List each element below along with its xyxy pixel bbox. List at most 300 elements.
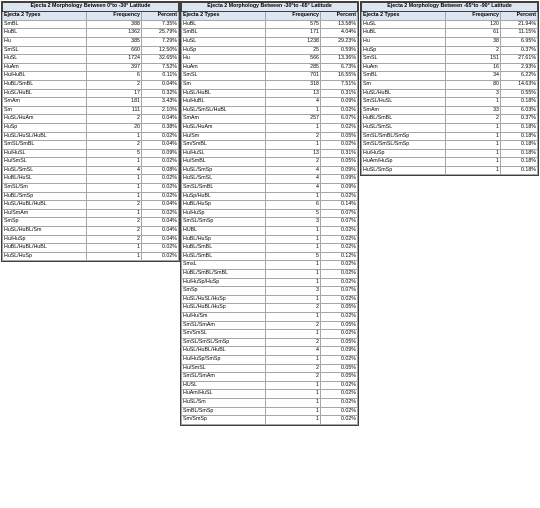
type-cell: SmSL/SmAm (182, 373, 266, 382)
type-cell: HuAm (3, 63, 87, 72)
percent-cell: 0.04% (142, 141, 179, 150)
table-row (3, 115, 179, 124)
table-row (362, 37, 538, 46)
type-cell: HuSL (362, 20, 446, 29)
table-row (182, 270, 358, 279)
table-row (3, 201, 179, 210)
percent-cell: 0.55% (501, 89, 538, 98)
frequency-cell: 3 (446, 89, 501, 98)
type-cell: Hu/Sm (182, 132, 266, 141)
frequency-cell: 1724 (87, 55, 142, 64)
type-cell: HuAm (362, 63, 446, 72)
table-row (3, 89, 179, 98)
percent-cell: 0.04% (142, 80, 179, 89)
percent-cell: 0.02% (321, 123, 358, 132)
type-cell: HuAm/HuSL (182, 390, 266, 399)
type-cell: HuSL/SmSL (3, 166, 87, 175)
table-row (182, 390, 358, 399)
frequency-cell: 13 (266, 89, 321, 98)
percent-cell: 6.07% (321, 115, 358, 124)
table-row (362, 123, 538, 132)
frequency-cell: 20 (87, 123, 142, 132)
table-row (182, 364, 358, 373)
frequency-cell: 1 (266, 381, 321, 390)
type-cell: Hu/HuSp/SmSp (182, 355, 266, 364)
percent-cell: 0.04% (142, 201, 179, 210)
table-row (182, 312, 358, 321)
frequency-cell: 2 (446, 115, 501, 124)
frequency-cell: 2 (87, 80, 142, 89)
percent-cell: 0.05% (321, 364, 358, 373)
table-row (182, 235, 358, 244)
frequency-cell: 1 (266, 192, 321, 201)
column-header: Ejecta 2 Types (182, 12, 266, 21)
table-row (3, 46, 179, 55)
frequency-cell: 61 (446, 29, 501, 38)
table-row (362, 132, 538, 141)
table-row (182, 123, 358, 132)
type-cell: SmSL (362, 55, 446, 64)
type-cell: Hu/HuSL (182, 149, 266, 158)
table-row (3, 209, 179, 218)
column-header: Percent (501, 12, 538, 21)
column-header: Frequency (266, 12, 321, 21)
table-0-30 (2, 2, 179, 261)
percent-cell: 0.02% (321, 261, 358, 270)
frequency-cell: 1 (446, 141, 501, 150)
percent-cell: 0.02% (321, 330, 358, 339)
frequency-cell: 1 (266, 312, 321, 321)
frequency-cell: 1 (266, 390, 321, 399)
type-cell: HuBL/SmBL/SmBL (182, 270, 266, 279)
percent-cell: 0.09% (321, 347, 358, 356)
table-row (182, 141, 358, 150)
percent-cell: 0.08% (142, 166, 179, 175)
frequency-cell: 1 (266, 270, 321, 279)
type-cell: HUBL (182, 227, 266, 236)
type-cell: SmSL/SmBL/SmSp (362, 132, 446, 141)
frequency-cell: 1 (266, 407, 321, 416)
type-cell: HuBL/SmSp (3, 192, 87, 201)
percent-cell: 0.11% (142, 72, 179, 81)
percent-cell: 7.51% (321, 80, 358, 89)
type-cell: SmSp (182, 287, 266, 296)
percent-cell: 0.02% (321, 278, 358, 287)
percent-cell: 0.02% (321, 227, 358, 236)
type-cell: Hu/HuSp (3, 235, 87, 244)
percent-cell: 0.31% (321, 149, 358, 158)
frequency-cell: 1 (87, 244, 142, 253)
type-cell: HuSL/HuSL/HuSp (182, 295, 266, 304)
percent-cell: 0.02% (142, 158, 179, 167)
percent-cell: 0.02% (142, 132, 179, 141)
table-row (182, 20, 358, 29)
percent-cell: 0.14% (321, 201, 358, 210)
frequency-cell: 2 (87, 201, 142, 210)
type-cell: Hu/SmAm (3, 209, 87, 218)
type-cell: HuAm/HuSp (362, 158, 446, 167)
frequency-cell: 2 (87, 235, 142, 244)
percent-cell: 0.09% (321, 98, 358, 107)
table-row (3, 158, 179, 167)
percent-cell: 2.10% (142, 106, 179, 115)
percent-cell: 0.04% (142, 227, 179, 236)
frequency-cell: 1 (446, 132, 501, 141)
frequency-cell: 13 (266, 149, 321, 158)
percent-cell: 0.02% (321, 235, 358, 244)
table-row (3, 98, 179, 107)
table-header-row (362, 12, 538, 21)
type-cell: HuBL/HuSp (182, 201, 266, 210)
table-row (3, 20, 179, 29)
type-cell: HuSL/HuBL/HuSp (182, 304, 266, 313)
percent-cell: 14.63% (501, 80, 538, 89)
frequency-cell: 4 (266, 166, 321, 175)
percent-cell: 13.36% (321, 55, 358, 64)
percent-cell: 4.04% (321, 29, 358, 38)
table-row (182, 252, 358, 261)
type-cell: HuBL/SmBL (3, 80, 87, 89)
frequency-cell: 38 (446, 37, 501, 46)
percent-cell: 0.05% (321, 132, 358, 141)
table-row (182, 80, 358, 89)
frequency-cell: 2 (87, 218, 142, 227)
percent-cell: 7.52% (142, 63, 179, 72)
percent-cell: 0.04% (142, 235, 179, 244)
type-cell: HuSp (3, 123, 87, 132)
table-row (3, 72, 179, 81)
percent-cell: 27.61% (501, 55, 538, 64)
table-row (182, 132, 358, 141)
type-cell: SmBL/SmSp (182, 407, 266, 416)
percent-cell: 0.02% (321, 270, 358, 279)
percent-cell: 0.18% (501, 158, 538, 167)
frequency-cell: 4 (87, 166, 142, 175)
table-row (362, 115, 538, 124)
percent-cell: 0.02% (321, 312, 358, 321)
type-cell: HUSL (182, 381, 266, 390)
frequency-cell: 1 (446, 158, 501, 167)
frequency-cell: 1 (87, 209, 142, 218)
type-cell: SmSL (3, 46, 87, 55)
frequency-cell: 1 (266, 261, 321, 270)
table-row (362, 89, 538, 98)
percent-cell: 16.55% (321, 72, 358, 81)
percent-cell: 0.02% (321, 192, 358, 201)
type-cell: Hu/HuSp (182, 209, 266, 218)
frequency-cell: 1 (266, 295, 321, 304)
type-cell: Hu/HuSp/HuSp (182, 278, 266, 287)
type-cell: Hu (3, 37, 87, 46)
percent-cell: 0.05% (321, 321, 358, 330)
table-row (3, 132, 179, 141)
type-cell: SmSL/HuSL (362, 98, 446, 107)
percent-cell: 3.43% (142, 98, 179, 107)
table-row (362, 166, 538, 175)
frequency-cell: 6 (266, 201, 321, 210)
frequency-cell: 1 (87, 158, 142, 167)
table-row (3, 252, 179, 261)
frequency-cell: 4 (266, 347, 321, 356)
frequency-cell: 2 (266, 321, 321, 330)
percent-cell: 6.03% (501, 106, 538, 115)
frequency-cell: 1 (446, 123, 501, 132)
frequency-cell: 2 (266, 132, 321, 141)
frequency-cell: 385 (87, 37, 142, 46)
percent-cell: 7.35% (142, 20, 179, 29)
percent-cell: 0.02% (142, 192, 179, 201)
frequency-cell: 2 (87, 115, 142, 124)
frequency-cell: 1 (87, 192, 142, 201)
table-row (182, 373, 358, 382)
percent-cell: 32.65% (142, 55, 179, 64)
type-cell: SmSp (3, 218, 87, 227)
percent-cell: 0.02% (321, 381, 358, 390)
type-cell: Sm (362, 80, 446, 89)
column-header: Frequency (446, 12, 501, 21)
type-cell: HuSL/SmSL/HuBL (182, 106, 266, 115)
type-cell: HuBL/SmBL (362, 115, 446, 124)
frequency-cell: 1 (266, 244, 321, 253)
percent-cell: 0.02% (142, 209, 179, 218)
frequency-cell: 388 (87, 20, 142, 29)
table-row (182, 201, 358, 210)
table-30-65 (181, 2, 358, 425)
table-row (362, 158, 538, 167)
frequency-cell: 17 (87, 89, 142, 98)
frequency-cell: 3 (266, 218, 321, 227)
table-row (182, 321, 358, 330)
table-row (3, 166, 179, 175)
percent-cell: 0.18% (501, 98, 538, 107)
table-row (362, 46, 538, 55)
table-row (3, 55, 179, 64)
frequency-cell: 2 (446, 46, 501, 55)
percent-cell: 0.02% (142, 252, 179, 261)
frequency-cell: 2 (266, 373, 321, 382)
percent-cell: 0.02% (321, 407, 358, 416)
percent-cell: 0.02% (142, 184, 179, 193)
percent-cell: 0.02% (321, 106, 358, 115)
percent-cell: 0.09% (321, 166, 358, 175)
frequency-cell: 1 (266, 278, 321, 287)
percent-cell: 0.09% (142, 149, 179, 158)
table-row (182, 184, 358, 193)
table-row (182, 338, 358, 347)
table-row (182, 37, 358, 46)
table-row (362, 106, 538, 115)
frequency-cell: 1 (446, 149, 501, 158)
frequency-cell: 4 (266, 98, 321, 107)
table-row (182, 304, 358, 313)
table-row (3, 141, 179, 150)
type-cell: Sm (182, 80, 266, 89)
frequency-cell: 2 (266, 304, 321, 313)
type-cell: Hu (362, 37, 446, 46)
type-cell: SmSL/SmAm (182, 321, 266, 330)
type-cell: SmBL (3, 20, 87, 29)
table-row (3, 29, 179, 38)
table-row (3, 63, 179, 72)
frequency-cell: 318 (266, 80, 321, 89)
table-row (362, 29, 538, 38)
table-row (3, 184, 179, 193)
frequency-cell: 1 (266, 227, 321, 236)
table-row (182, 166, 358, 175)
percent-cell: 0.09% (321, 184, 358, 193)
type-cell: Hu (182, 55, 266, 64)
frequency-cell: 120 (446, 20, 501, 29)
type-cell: HuSL/HuBL (3, 89, 87, 98)
type-cell: HuSp (362, 46, 446, 55)
frequency-cell: 1 (266, 141, 321, 150)
percent-cell: 13.58% (321, 20, 358, 29)
percent-cell: 0.38% (142, 123, 179, 132)
type-cell: SmAm (182, 115, 266, 124)
percent-cell: 0.02% (321, 295, 358, 304)
frequency-cell: 397 (87, 63, 142, 72)
percent-cell: 0.31% (321, 89, 358, 98)
table-row (182, 227, 358, 236)
table-header-row (182, 12, 358, 21)
frequency-cell: 34 (446, 72, 501, 81)
table-row (362, 80, 538, 89)
frequency-cell: 1 (87, 132, 142, 141)
frequency-cell: 33 (446, 106, 501, 115)
table-row (362, 98, 538, 107)
table-row (182, 72, 358, 81)
frequency-cell: 5 (266, 209, 321, 218)
percent-cell: 0.02% (321, 398, 358, 407)
table-row (3, 227, 179, 236)
percent-cell: 0.02% (142, 244, 179, 253)
type-cell: Sm/SmSp (182, 416, 266, 425)
percent-cell: 21.94% (501, 20, 538, 29)
frequency-cell: 2 (266, 158, 321, 167)
frequency-cell: 2 (87, 141, 142, 150)
type-cell: Sm/SmBL (182, 141, 266, 150)
type-cell: HuSL/SmBL (182, 252, 266, 261)
percent-cell: 6.95% (501, 37, 538, 46)
frequency-cell: 1238 (266, 37, 321, 46)
percent-cell: 0.18% (501, 123, 538, 132)
table-title: Ejecta 2 Morphology Between -65°to -90° Latitude (362, 3, 538, 12)
type-cell: HuBL/SmBL (182, 244, 266, 253)
type-cell: SmBL (182, 29, 266, 38)
frequency-cell: 171 (266, 29, 321, 38)
frequency-cell: 701 (266, 72, 321, 81)
frequency-cell: 4 (266, 175, 321, 184)
table-row (182, 158, 358, 167)
type-cell: HuBL/HuSp (182, 235, 266, 244)
column-header: Percent (142, 12, 179, 21)
type-cell: HuSL/HuBL/HuBL (182, 347, 266, 356)
percent-cell: 0.59% (321, 46, 358, 55)
table-row (182, 244, 358, 253)
type-cell: Hu/SmSL (3, 158, 87, 167)
type-cell: SmSL/Sm (3, 184, 87, 193)
percent-cell: 0.04% (142, 115, 179, 124)
table-row (362, 141, 538, 150)
percent-cell: 0.05% (321, 158, 358, 167)
percent-cell: 0.18% (501, 132, 538, 141)
percent-cell: 0.37% (501, 46, 538, 55)
table-row (182, 398, 358, 407)
frequency-cell: 3 (266, 287, 321, 296)
type-cell: HuBL/HuSL (3, 175, 87, 184)
type-cell: Hu/HuSL (3, 149, 87, 158)
table-65-90 (361, 2, 538, 175)
percent-cell: 29.23% (321, 37, 358, 46)
percent-cell: 0.32% (142, 89, 179, 98)
table-row (362, 72, 538, 81)
type-cell: SmSL/SmBL (182, 184, 266, 193)
type-cell: Sm (3, 106, 87, 115)
frequency-cell: 1 (266, 398, 321, 407)
table-row (182, 209, 358, 218)
type-cell: HuSL/SmSp (362, 166, 446, 175)
type-cell: HuSL/SmSp (182, 166, 266, 175)
frequency-cell: 1 (266, 106, 321, 115)
type-cell: Hu/SmSL (182, 364, 266, 373)
percent-cell: 0.37% (501, 115, 538, 124)
frequency-cell: 1 (266, 355, 321, 364)
percent-cell: 7.29% (142, 37, 179, 46)
frequency-cell: 80 (446, 80, 501, 89)
percent-cell: 0.18% (501, 166, 538, 175)
frequency-cell: 6 (87, 72, 142, 81)
type-cell: SmsL (182, 261, 266, 270)
frequency-cell: 1 (87, 184, 142, 193)
type-cell: SmSL/SmBL (3, 141, 87, 150)
frequency-cell: 16 (446, 63, 501, 72)
frequency-cell: 151 (446, 55, 501, 64)
table-row (182, 63, 358, 72)
column-header: Percent (321, 12, 358, 21)
table-row (182, 46, 358, 55)
frequency-cell: 1 (266, 235, 321, 244)
type-cell: Hu/SmBL (182, 158, 266, 167)
percent-cell: 0.02% (321, 390, 358, 399)
column-header: Frequency (87, 12, 142, 21)
type-cell: Hu/HuBL (3, 72, 87, 81)
table-row (182, 218, 358, 227)
table-row (182, 55, 358, 64)
type-cell: HuSp (182, 46, 266, 55)
frequency-cell: 660 (87, 46, 142, 55)
table-row (182, 89, 358, 98)
table-row (182, 416, 358, 425)
frequency-cell: 5 (87, 149, 142, 158)
frequency-cell: 575 (266, 20, 321, 29)
table-row (3, 192, 179, 201)
percent-cell: 0.02% (321, 416, 358, 425)
percent-cell: 6.73% (321, 63, 358, 72)
type-cell: SmBL (362, 72, 446, 81)
percent-cell: 0.07% (321, 218, 358, 227)
percent-cell: 12.50% (142, 46, 179, 55)
percent-cell: 0.02% (321, 355, 358, 364)
type-cell: HuSL/HuBL (362, 89, 446, 98)
table-row (3, 123, 179, 132)
type-cell: SmSL/SmSL/SmSp (182, 338, 266, 347)
frequency-cell: 1 (266, 123, 321, 132)
table-row (182, 192, 358, 201)
type-cell: HuSL/SmSL (362, 123, 446, 132)
type-cell: SmSL/SmSp (182, 218, 266, 227)
percent-cell: 0.07% (321, 209, 358, 218)
table-row (182, 278, 358, 287)
